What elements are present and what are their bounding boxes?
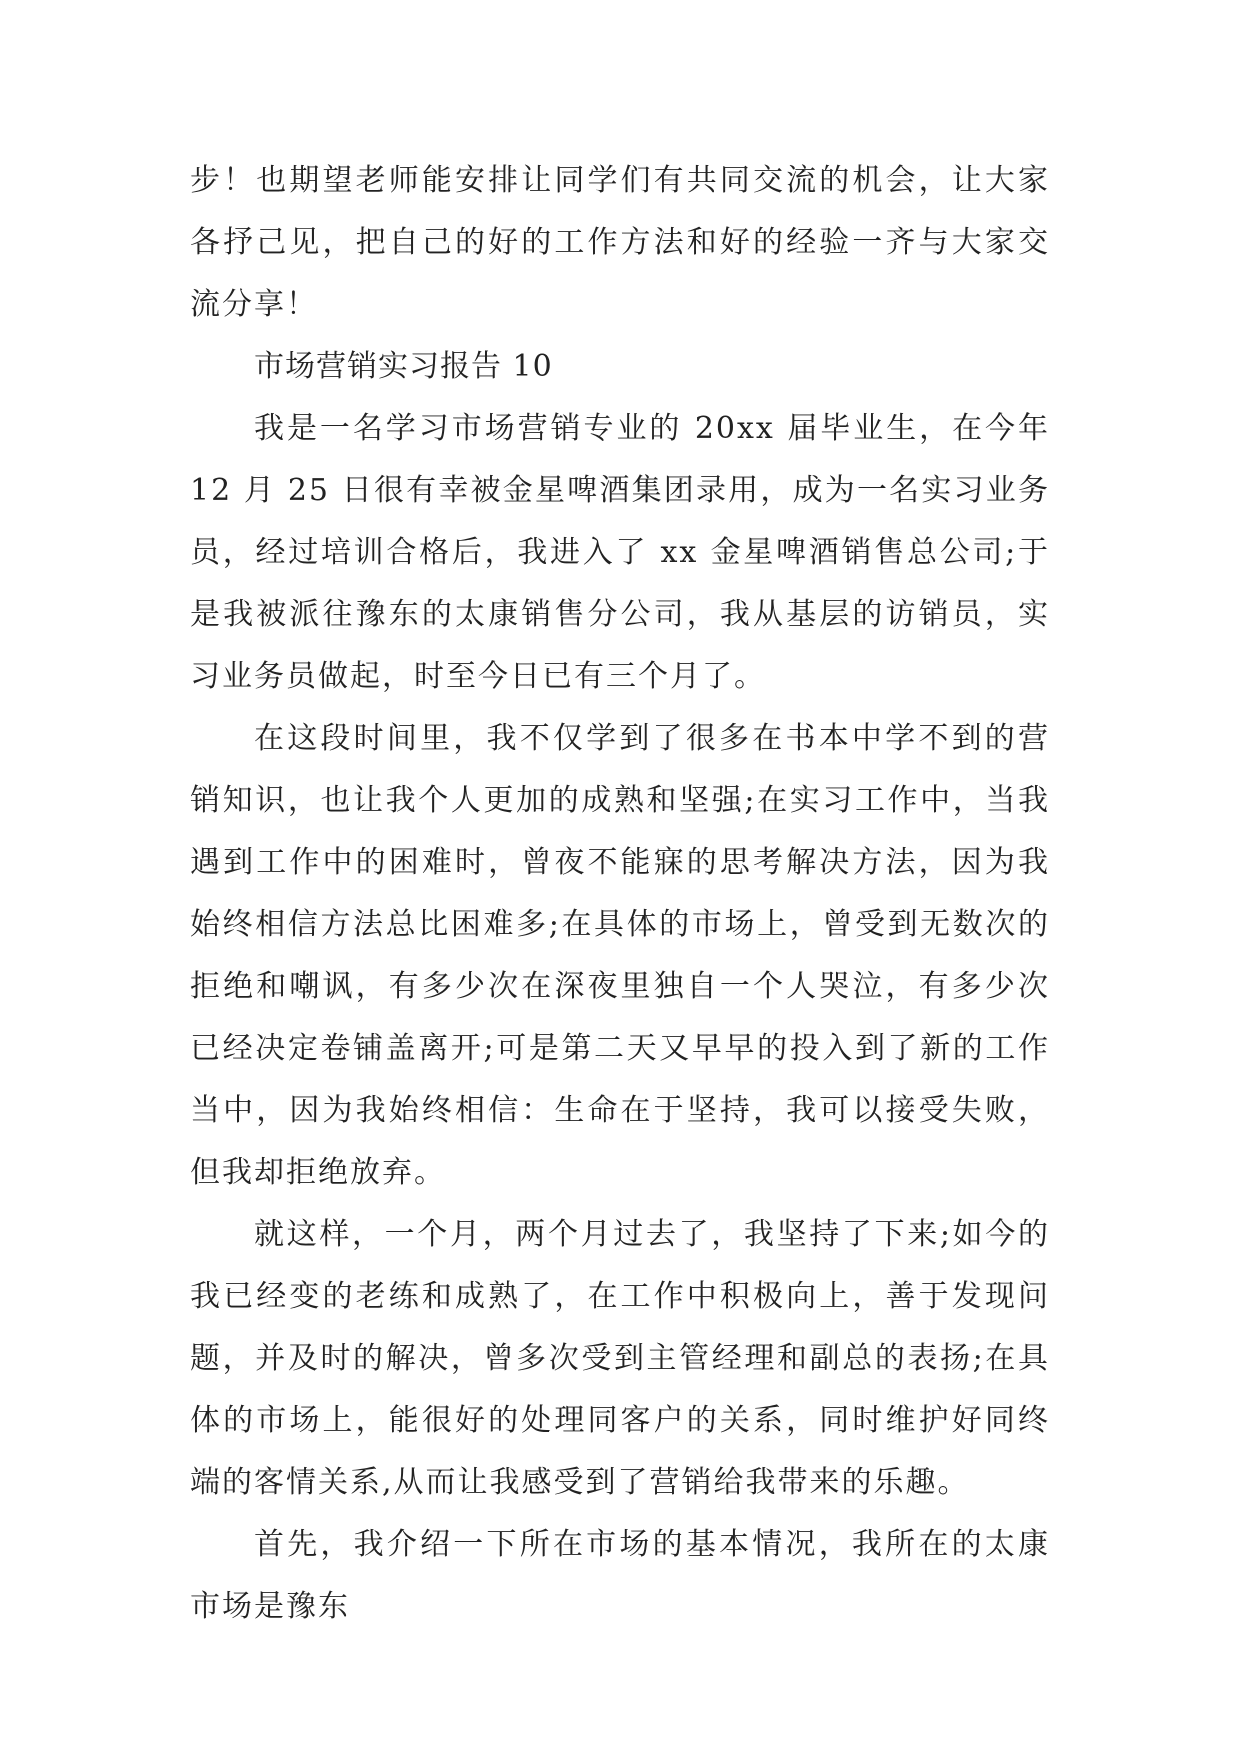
paragraph-intro: 我是一名学习市场营销专业的 20xx 届毕业生，在今年 12 月 25 日很有幸被金星啤酒集团录用，成为一名实习业务员，经过培训合格后，我进入了 xx 金星啤酒销售总公司;于是我被派往豫东的太康销售分公司，我从基层的访销员，实习业务员做起，时至今日已有三个月了。 bbox=[190, 411, 1050, 694]
paragraph-market: 首先，我介绍一下所在市场的基本情况，我所在的太康市场是豫东 bbox=[190, 1527, 1050, 1624]
paragraph-continued: 步！也期望老师能安排让同学们有共同交流的机会，让大家各抒己见，把自己的好的工作方法和好的经验一齐与大家交流分享！ bbox=[190, 163, 1050, 322]
paragraph-learning: 在这段时间里，我不仅学到了很多在书本中学不到的营销知识，也让我个人更加的成熟和坚强;在实习工作中，当我遇到工作中的困难时，曾夜不能寐的思考解决方法，因为我始终相信方法总比困难多;在具体的市场上，曾受到无数次的拒绝和嘲讽，有多少次在深夜里独自一个人哭泣，有多少次已经决定卷铺盖离开;可是第二天又早早的投入到了新的工作当中，因为我始终相信：生命在于坚持，我可以接受失败，但我却拒绝放弃。 bbox=[190, 721, 1050, 1190]
document-body bbox=[190, 150, 1050, 1638]
paragraph-progress: 就这样，一个月，两个月过去了，我坚持了下来;如今的我已经变的老练和成熟了，在工作中积极向上，善于发现问题，并及时的解决，曾多次受到主管经理和副总的表扬;在具体的市场上，能很好的处理同客户的关系，同时维护好同终端的客情关系,从而让我感受到了营销给我带来的乐趣。 bbox=[190, 1217, 1050, 1500]
report-heading: 市场营销实习报告 10 bbox=[254, 349, 553, 384]
